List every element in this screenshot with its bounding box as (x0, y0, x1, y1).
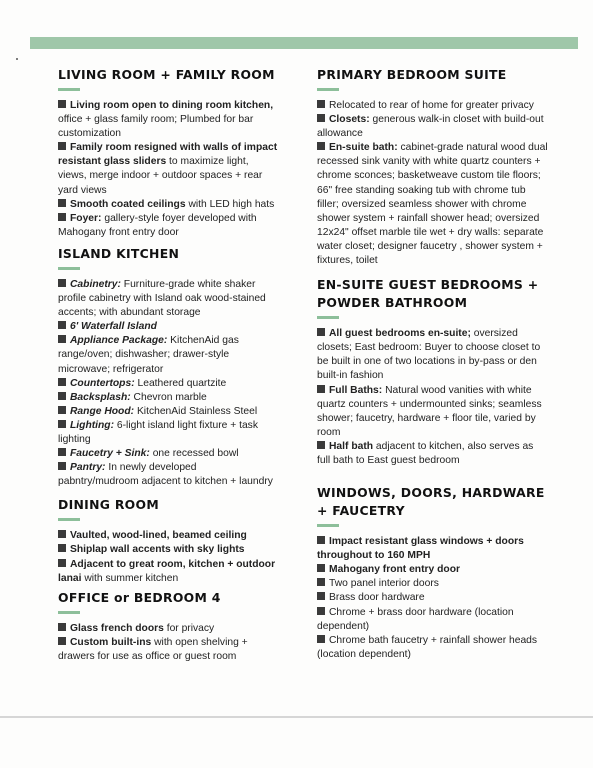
list-item (58, 405, 280, 419)
list-item (58, 391, 280, 405)
section-island-kitchen (58, 245, 280, 489)
list-item (317, 563, 549, 577)
page-bottom-edge (0, 716, 593, 718)
item-lead: Closets: (329, 114, 370, 126)
bullet-square-icon (58, 335, 66, 343)
bullet-square-icon (58, 378, 66, 386)
item-text: with LED high hats (185, 198, 275, 210)
item-text: Relocated to rear of home for greater privacy (329, 100, 534, 111)
section-rule (58, 611, 80, 614)
item-text: adjacent to kitchen, also serves as full bath to East guest bedroom (317, 440, 534, 466)
section-title: ISLAND KITCHEN (58, 245, 180, 261)
list-item (58, 419, 280, 447)
bullet-square-icon (58, 530, 66, 538)
bullet-square-icon (317, 578, 325, 586)
item-text: Chrome + brass door hardware (location dependent) (317, 606, 514, 632)
section-rule (58, 267, 80, 270)
item-text: KitchenAid Stainless Steel (134, 405, 258, 417)
list-item (58, 212, 280, 240)
item-lead: En-suite bath: (329, 142, 398, 154)
item-lead: Impact resistant glass windows + doors throughout to 160 MPH (317, 536, 524, 562)
section-title: PRIMARY BEDROOM SUITE (317, 67, 507, 82)
list-item (317, 440, 549, 468)
item-lead: Mahogany front entry door (329, 564, 460, 576)
list-item (317, 327, 549, 383)
right-column (317, 66, 549, 662)
item-lead: 6' Waterfall Island (70, 321, 157, 333)
item-text: with open shelving + drawers for use as office or guest room (58, 636, 248, 662)
item-lead: Custom built-ins (70, 636, 152, 648)
section-rule (317, 88, 339, 91)
item-lead: Adjacent to great room, kitchen + outdoor lanai (58, 558, 276, 584)
item-text: KitchenAid gas range/oven; dishwasher; drawer-style microwave; refrigerator (58, 335, 239, 375)
list-item (317, 577, 549, 591)
section-title: LIVING ROOM + FAMILY ROOM (58, 67, 275, 82)
section-office (58, 589, 280, 664)
section-rule (58, 88, 80, 91)
bullet-square-icon (58, 199, 66, 207)
item-lead: Living room open to dining room kitchen, (70, 100, 274, 111)
list-item (58, 529, 280, 543)
item-text: Brass door hardware (329, 592, 425, 604)
item-lead: Glass french doors (70, 622, 164, 634)
item-lead: Range Hood: (70, 405, 135, 417)
list-item (58, 278, 280, 320)
item-lead: Shiplap wall accents with sky lights (70, 544, 245, 556)
item-text: Chevron marble (130, 391, 207, 403)
bullet-square-icon (58, 420, 66, 428)
section-rule (317, 524, 339, 527)
item-lead: Half bath (329, 440, 374, 452)
list-item (317, 384, 549, 440)
item-text: office + glass family room; Plumbed for bar customization (58, 114, 254, 140)
bullet-square-icon (58, 213, 66, 221)
section-dining-room (58, 496, 280, 585)
list-item (317, 141, 549, 268)
item-lead: Smooth coated ceilings (70, 198, 186, 210)
bullet-square-icon (58, 559, 66, 567)
list-item (58, 636, 280, 664)
left-column (58, 66, 280, 664)
bullet-square-icon (58, 462, 66, 470)
list-item (58, 461, 280, 489)
bullet-square-icon (58, 406, 66, 414)
list-item (58, 543, 280, 557)
bullet-square-icon (58, 392, 66, 400)
list-item (58, 377, 280, 391)
item-text: generous walk-in closet with build-out allowance (317, 114, 544, 140)
bullet-square-icon (317, 635, 325, 643)
header-accent-band (30, 37, 578, 49)
item-lead: Full Baths: (329, 384, 383, 396)
bullet-square-icon (317, 328, 325, 336)
list-item (317, 113, 549, 141)
section-title: OFFICE or BEDROOM 4 (58, 589, 221, 605)
item-text: Two panel interior doors (329, 578, 439, 590)
item-lead: Faucetry + Sink: (70, 448, 150, 460)
bullet-square-icon (58, 321, 66, 329)
item-text: 6-light island light fixture + task lighting (58, 419, 258, 445)
item-text: Natural wood vanities with white quartz counters + undermounted sinks; seamless shower; faucetry, hardware + floor tile, varied by room (317, 384, 542, 438)
section-windows-doors (317, 484, 549, 662)
bullet-square-icon (58, 637, 66, 645)
item-lead: Backsplash: (70, 391, 131, 403)
bullet-square-icon (317, 100, 325, 108)
bullet-square-icon (317, 536, 325, 544)
item-text: Leathered quartzite (134, 377, 227, 389)
item-lead: Vaulted, wood-lined, beamed ceiling (70, 530, 247, 542)
item-text: oversized closets; East bedroom: Buyer to choose closet to be built in one of two locations in by-pass or den built-in fashion (317, 328, 541, 382)
bullet-square-icon (317, 114, 325, 122)
list-item (58, 447, 280, 461)
list-item (58, 622, 280, 636)
item-text: gallery-style foyer developed with Mahogany front entry door (58, 212, 257, 238)
item-text: Chrome bath faucetry + rainfall shower heads (location dependent) (317, 634, 538, 660)
item-lead: All guest bedrooms en-suite; (329, 328, 471, 340)
item-lead: Lighting: (70, 419, 115, 431)
list-item (58, 99, 280, 141)
bullet-square-icon (58, 544, 66, 552)
section-primary-bedroom (317, 66, 549, 268)
list-item (58, 141, 280, 197)
bullet-square-icon (317, 607, 325, 615)
item-lead: Foyer: (70, 212, 102, 224)
bullet-square-icon (58, 100, 66, 108)
bullet-square-icon (58, 142, 66, 150)
list-item (317, 535, 549, 563)
bullet-square-icon (317, 385, 325, 393)
list-item (317, 591, 549, 605)
section-rule (58, 518, 80, 521)
section-title: EN-SUITE GUEST BEDROOMS + POWDER BATHROOM (317, 277, 539, 311)
item-lead: Countertops: (70, 377, 135, 389)
list-item (58, 198, 280, 212)
item-text: In newly developed pabntry/mudroom adjacent to kitchen + laundry (58, 462, 273, 488)
list-item (317, 606, 549, 634)
list-item (58, 320, 280, 334)
list-item (58, 334, 280, 376)
item-text: with summer kitchen (81, 572, 179, 584)
bullet-square-icon (58, 448, 66, 456)
section-title: DINING ROOM (58, 497, 159, 513)
section-living-room (58, 66, 280, 240)
item-text: to maximize light, views, merge indoor + outdoor spaces + rear yard views (58, 156, 263, 196)
section-rule (317, 316, 339, 319)
list-item (58, 558, 280, 586)
item-text: Furniture-grade white shaker profile cabinetry with Island oak wood-stained accents; with abundant storage (58, 278, 266, 319)
bullet-square-icon (58, 279, 66, 287)
scan-speck (16, 58, 18, 60)
section-guest-bedrooms (317, 276, 549, 468)
bullet-square-icon (317, 592, 325, 600)
list-item (317, 99, 549, 113)
bullet-square-icon (317, 564, 325, 572)
item-text: one recessed bowl (149, 448, 239, 460)
item-lead: Cabinetry: (70, 278, 121, 290)
bullet-square-icon (317, 441, 325, 449)
item-lead: Appliance Package: (70, 335, 168, 347)
item-lead: Family room resigned with walls of impact resistant glass sliders (58, 142, 278, 168)
section-title: WINDOWS, DOORS, HARDWARE + FAUCETRY (317, 485, 545, 519)
bullet-square-icon (317, 142, 325, 150)
bullet-square-icon (58, 623, 66, 631)
item-lead: Pantry: (70, 462, 106, 474)
item-text: cabinet-grade natural wood dual recessed sink vanity with white quartz counters + chrome sconces; basketweave custom tile floors; 66" free standing soaking tub with chrome tub filler; oversized seamless shower with chrome shower system + rainfall shower head; oversized 12x24" offset marble tile wet + dry walls: separate water closet; designer faucetry , shower system + fixtures, toilet (317, 142, 548, 267)
list-item (317, 634, 549, 662)
item-text: for privacy (163, 622, 215, 634)
